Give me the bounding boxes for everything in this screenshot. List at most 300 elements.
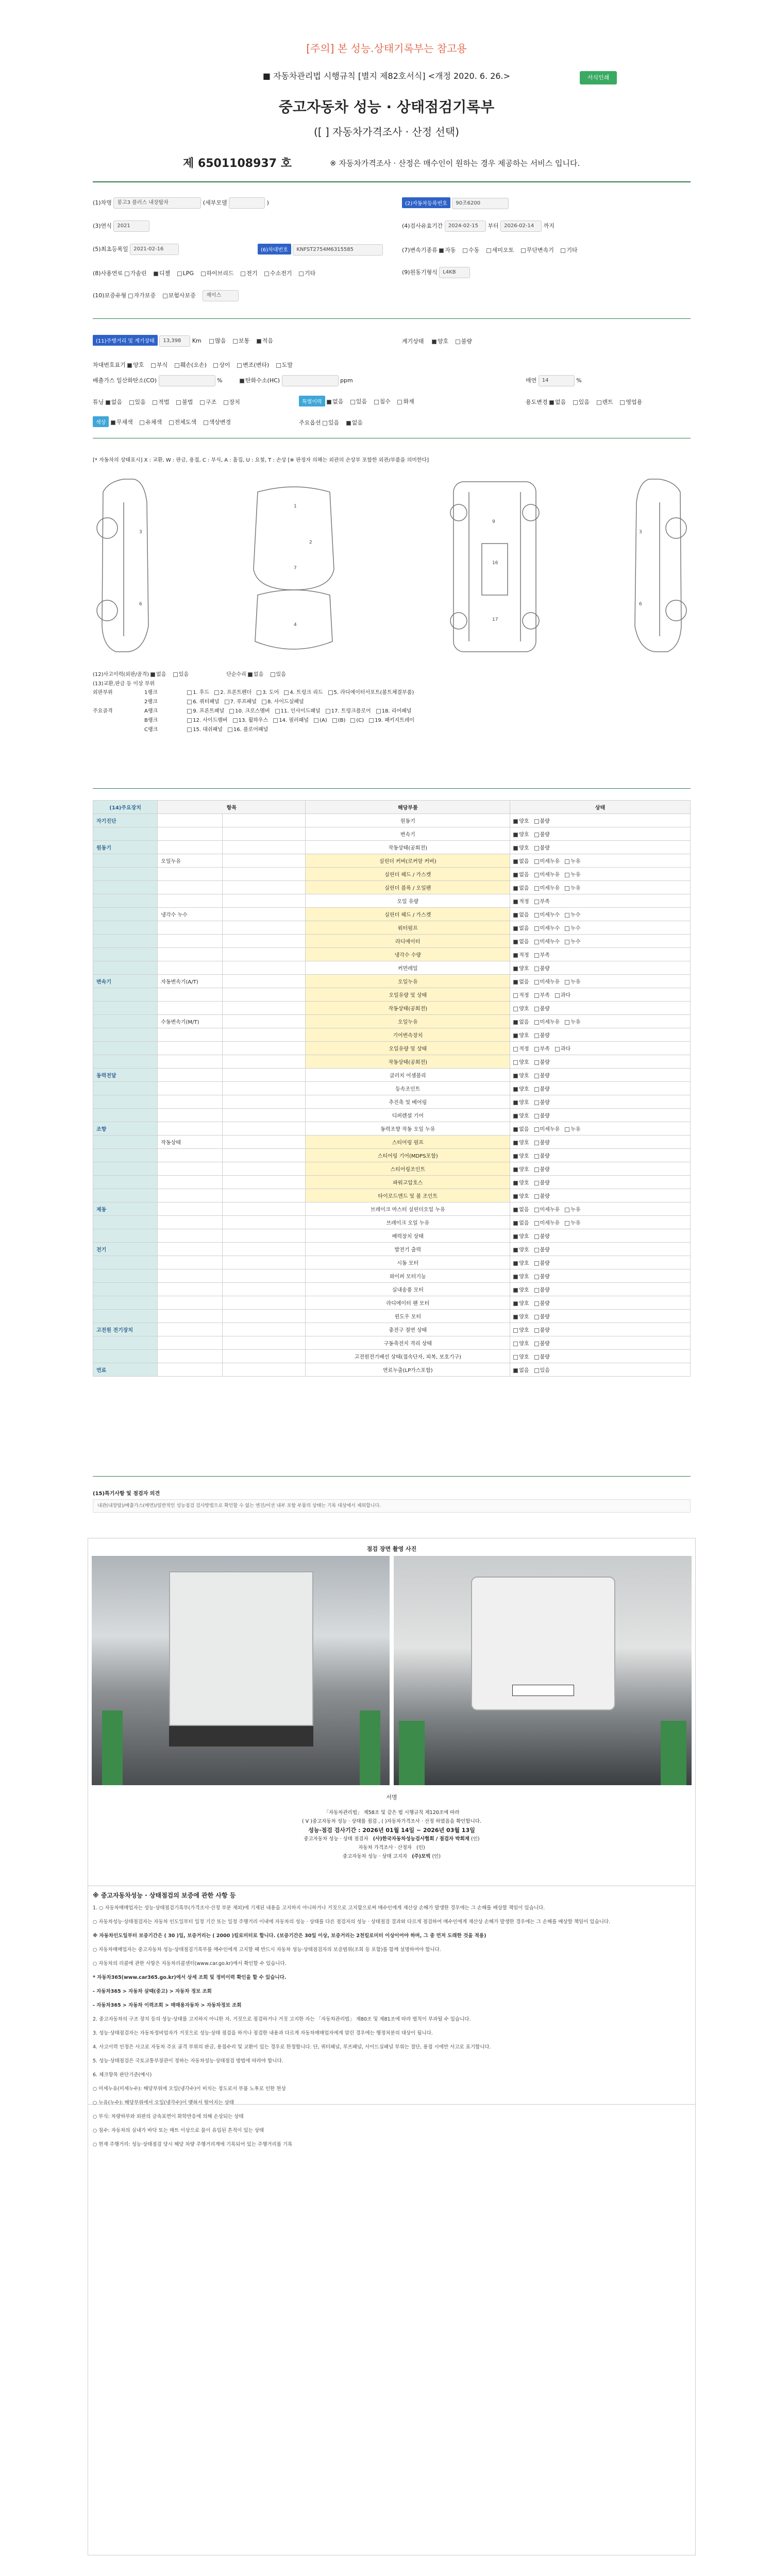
status-cell: 양호 불량 bbox=[510, 1310, 691, 1323]
status-cell: 양호 불량 bbox=[510, 1055, 691, 1069]
mileage-low-checkbox[interactable] bbox=[257, 339, 261, 344]
status-checkbox[interactable] bbox=[534, 1355, 539, 1360]
status-cell: 양호 불량 bbox=[510, 1162, 691, 1176]
item-cell: 타이로드엔드 및 볼 조인트 bbox=[306, 1189, 510, 1202]
group-cell bbox=[93, 1055, 158, 1069]
status-cell: 양호 불량 bbox=[510, 1243, 691, 1256]
status-cell: 없음 미세누수 누수 bbox=[510, 921, 691, 935]
status-checkbox[interactable] bbox=[534, 1234, 539, 1239]
status-checkbox[interactable] bbox=[565, 940, 569, 944]
status-checkbox[interactable] bbox=[513, 833, 518, 837]
subgroup-cell: 냉각수 누수 bbox=[158, 908, 222, 921]
note-line: - 자동차365 > 자동차 이력조회 > 매매용자동차 > 자동차정보 조회 bbox=[93, 2003, 242, 2008]
status-checkbox[interactable] bbox=[513, 1368, 518, 1373]
item-cell: 동력조향 작동 오일 누유 bbox=[306, 1122, 510, 1136]
use-change-yes-checkbox[interactable] bbox=[573, 400, 578, 405]
status-checkbox[interactable] bbox=[534, 1288, 539, 1293]
name-row: (1)차명 봉고3 플러스 내장탑차 (세부모델 ) bbox=[93, 197, 269, 209]
status-checkbox[interactable] bbox=[534, 1342, 539, 1346]
group-cell bbox=[93, 1350, 158, 1363]
subgroup-cell: 작동상태 bbox=[158, 1136, 222, 1149]
status-checkbox[interactable] bbox=[534, 1033, 539, 1038]
subgroup2-cell bbox=[222, 1296, 306, 1310]
subgroup-cell: 오일누유 bbox=[158, 854, 222, 868]
status-checkbox[interactable] bbox=[513, 1261, 518, 1266]
subgroup2-cell bbox=[222, 841, 306, 854]
subgroup-cell bbox=[158, 1323, 222, 1336]
group-cell bbox=[93, 881, 158, 894]
table-row bbox=[93, 814, 691, 827]
trans-other-checkbox[interactable] bbox=[561, 248, 565, 253]
color-row: 색상 무채색 유채색 전체도색 색상변경 bbox=[93, 416, 236, 427]
use-change-rent-checkbox[interactable] bbox=[597, 400, 601, 405]
status-checkbox[interactable] bbox=[565, 859, 569, 864]
status-checkbox[interactable] bbox=[534, 1114, 539, 1118]
status-cell: 적정 부족 bbox=[510, 894, 691, 908]
vin-mark-alter-checkbox[interactable] bbox=[237, 363, 242, 368]
divider bbox=[93, 1476, 691, 1477]
status-checkbox[interactable] bbox=[534, 1368, 539, 1373]
status-checkbox[interactable] bbox=[534, 1020, 539, 1025]
status-checkbox[interactable] bbox=[513, 1114, 518, 1118]
motor-field[interactable]: L4KB bbox=[439, 267, 470, 278]
table-row bbox=[93, 1109, 691, 1122]
status-checkbox[interactable] bbox=[513, 1221, 518, 1226]
status-cell: 없음 미세누유 누유 bbox=[510, 1216, 691, 1229]
subgroup2-cell bbox=[222, 1162, 306, 1176]
fuel-hydrogen-checkbox[interactable] bbox=[264, 272, 269, 276]
status-checkbox[interactable] bbox=[534, 1261, 539, 1266]
status-checkbox[interactable] bbox=[534, 1060, 539, 1065]
fuel-lpg-checkbox[interactable] bbox=[177, 272, 182, 276]
main-opt-yes-checkbox[interactable] bbox=[323, 421, 327, 426]
accident-yes-checkbox[interactable] bbox=[173, 672, 178, 677]
special-flood-checkbox[interactable] bbox=[374, 400, 379, 404]
status-checkbox[interactable] bbox=[513, 926, 518, 931]
mileage-high-checkbox[interactable] bbox=[209, 339, 214, 344]
tuning-legal-checkbox[interactable] bbox=[153, 400, 157, 405]
status-checkbox[interactable] bbox=[513, 913, 518, 918]
status-checkbox[interactable] bbox=[513, 1100, 518, 1105]
warranty-self-checkbox[interactable] bbox=[128, 294, 133, 298]
tuning-illegal-checkbox[interactable] bbox=[176, 400, 181, 405]
status-checkbox[interactable] bbox=[534, 859, 539, 864]
status-checkbox[interactable] bbox=[534, 1275, 539, 1279]
status-checkbox[interactable] bbox=[534, 833, 539, 837]
table-row bbox=[93, 1283, 691, 1296]
item-cell: 작동상태(공회전) bbox=[306, 1002, 510, 1015]
subgroup2-cell bbox=[222, 1028, 306, 1042]
subgroup-cell bbox=[158, 935, 222, 948]
subgroup-cell bbox=[158, 1069, 222, 1082]
group-cell bbox=[93, 1283, 158, 1296]
group-cell: 변속기 bbox=[93, 975, 158, 988]
status-checkbox[interactable] bbox=[565, 1221, 569, 1226]
subgroup-cell bbox=[158, 1109, 222, 1122]
status-checkbox[interactable] bbox=[513, 819, 518, 824]
fuel-other-checkbox[interactable] bbox=[299, 272, 304, 276]
subgroup2-cell bbox=[222, 881, 306, 894]
vin-mark-diff-checkbox[interactable] bbox=[213, 363, 218, 368]
subgroup2-cell bbox=[222, 961, 306, 975]
vin-row: (6)차대번호 KNFST2754M6315585 bbox=[258, 244, 383, 256]
warranty-field[interactable]: 제이스 bbox=[203, 290, 239, 301]
use-change-none-checkbox[interactable] bbox=[549, 400, 554, 405]
table-row bbox=[93, 1310, 691, 1323]
svg-text:3: 3 bbox=[639, 530, 642, 535]
note-line: ○ 침수: 자동차의 실내가 바닥 또는 매트 이상으로 물이 유입된 흔적이 있는 상태 bbox=[93, 2128, 264, 2133]
group-cell bbox=[93, 908, 158, 921]
status-checkbox[interactable] bbox=[513, 1007, 518, 1011]
status-checkbox[interactable] bbox=[534, 1074, 539, 1078]
status-checkbox[interactable] bbox=[513, 1301, 518, 1306]
group-cell bbox=[93, 935, 158, 948]
tuning-none-checkbox[interactable] bbox=[106, 400, 110, 405]
status-checkbox[interactable] bbox=[555, 1047, 560, 1052]
smoke-field[interactable]: 14 bbox=[539, 375, 575, 386]
subgroup2-cell bbox=[222, 894, 306, 908]
item-cell: 파워고압호스 bbox=[306, 1176, 510, 1189]
status-checkbox[interactable] bbox=[513, 1060, 518, 1065]
status-checkbox[interactable] bbox=[565, 926, 569, 931]
tuning-device-checkbox[interactable] bbox=[224, 400, 228, 405]
subgroup-cell bbox=[158, 1055, 222, 1069]
status-checkbox[interactable] bbox=[534, 1221, 539, 1226]
vin-mark-damage-checkbox[interactable] bbox=[175, 363, 179, 368]
group-cell: 원동기 bbox=[93, 841, 158, 854]
table-row bbox=[93, 975, 691, 988]
detail-field[interactable] bbox=[229, 197, 265, 209]
subgroup2-cell bbox=[222, 1269, 306, 1283]
status-cell: 양호 불량 bbox=[510, 1269, 691, 1283]
status-checkbox[interactable] bbox=[565, 1208, 569, 1212]
right-front-wheel bbox=[666, 518, 686, 538]
table-row bbox=[93, 868, 691, 881]
status-checkbox[interactable] bbox=[513, 980, 518, 985]
signature-block: 「자동차관리법」 제58조 및 같은 법 시행규칙 제120조에 따라 ( V )중고자동차 성능 · 상태를 점검 , ( )자동차가격조사 · 산정 하였음을 확인합니다. 성능·점검 검사기간 : 2026년 01월 14일 ~ 2026년 03월 13일 중고자동차 성능 · 상태 점검자 (사)한국자동차성능검사협회 / 점검자 박희재 (인) 자동차 가격조사 · 산정자 (인) 중고자동차 성능 · 상태 고지자 (주)모빅 (인) bbox=[302, 1810, 481, 1859]
fuel-gasoline-checkbox[interactable] bbox=[125, 272, 129, 276]
item-cell: 커먼레일 bbox=[306, 961, 510, 975]
co-field[interactable] bbox=[159, 375, 215, 386]
fuel-electric-checkbox[interactable] bbox=[241, 272, 245, 276]
special-none-checkbox[interactable] bbox=[327, 400, 331, 404]
status-checkbox[interactable] bbox=[534, 873, 539, 877]
status-checkbox[interactable] bbox=[534, 1194, 539, 1199]
status-checkbox[interactable] bbox=[555, 993, 560, 998]
subgroup-cell bbox=[158, 1176, 222, 1189]
status-checkbox[interactable] bbox=[513, 1288, 518, 1293]
status-checkbox[interactable] bbox=[513, 873, 518, 877]
group-cell: 제동 bbox=[93, 1202, 158, 1216]
status-checkbox[interactable] bbox=[513, 1342, 518, 1346]
status-checkbox[interactable] bbox=[513, 1181, 518, 1185]
subgroup-cell bbox=[158, 1243, 222, 1256]
subgroup2-cell bbox=[222, 1336, 306, 1350]
use-change-row: 용도변경 없음 있음 렌트 영업용 bbox=[526, 399, 643, 405]
trans-manual-checkbox[interactable] bbox=[463, 248, 467, 253]
subgroup2-cell bbox=[222, 854, 306, 868]
status-checkbox[interactable] bbox=[534, 1127, 539, 1132]
status-checkbox[interactable] bbox=[565, 913, 569, 918]
item-cell: 오일유량 및 상태 bbox=[306, 1042, 510, 1055]
status-checkbox[interactable] bbox=[565, 886, 569, 891]
subgroup2-cell bbox=[222, 868, 306, 881]
subgroup-cell bbox=[158, 961, 222, 975]
status-checkbox[interactable] bbox=[534, 1007, 539, 1011]
item-cell: 구동축전지 격리 상태 bbox=[306, 1336, 510, 1350]
print-form-button[interactable]: 서식인쇄 bbox=[580, 71, 617, 84]
simple-none-checkbox[interactable] bbox=[248, 672, 253, 677]
table-row bbox=[93, 1323, 691, 1336]
vin-mark-paint-checkbox[interactable] bbox=[276, 363, 281, 368]
first-reg-row: (5)최초등록일 2021-02-16 bbox=[93, 244, 179, 255]
status-checkbox[interactable] bbox=[534, 913, 539, 918]
status-checkbox[interactable] bbox=[513, 1194, 518, 1199]
status-checkbox[interactable] bbox=[565, 1127, 569, 1132]
status-checkbox[interactable] bbox=[565, 1020, 569, 1025]
status-checkbox[interactable] bbox=[513, 1355, 518, 1360]
notes-list bbox=[93, 1904, 691, 2154]
status-checkbox[interactable] bbox=[513, 859, 518, 864]
status-checkbox[interactable] bbox=[513, 1127, 518, 1132]
vin-mark-good-checkbox[interactable] bbox=[127, 363, 132, 368]
status-checkbox[interactable] bbox=[513, 1074, 518, 1078]
vin-mark-corrosion-checkbox[interactable] bbox=[151, 363, 156, 368]
first-reg-field[interactable]: 2021-02-16 bbox=[130, 244, 179, 255]
item-cell: 브레이크 마스터 실린더오일 누유 bbox=[306, 1202, 510, 1216]
status-checkbox[interactable] bbox=[534, 900, 539, 904]
status-cell: 없음 미세누유 누유 bbox=[510, 1202, 691, 1216]
right-side-outline bbox=[635, 479, 681, 652]
status-checkbox[interactable] bbox=[534, 980, 539, 985]
subgroup-cell bbox=[158, 1028, 222, 1042]
vin-field[interactable]: KNFST2754M6315585 bbox=[293, 244, 383, 256]
subgroup2-cell bbox=[222, 921, 306, 935]
subgroup-cell bbox=[158, 1350, 222, 1363]
period-from-field[interactable]: 2024-02-15 bbox=[445, 221, 486, 232]
inspection-photo-front bbox=[394, 1556, 692, 1785]
special-yes-checkbox[interactable] bbox=[350, 400, 355, 404]
status-checkbox[interactable] bbox=[513, 1275, 518, 1279]
status-checkbox[interactable] bbox=[513, 1234, 518, 1239]
group-cell bbox=[93, 1002, 158, 1015]
subgroup2-cell bbox=[222, 1189, 306, 1202]
name-field[interactable]: 봉고3 플러스 내장탑차 bbox=[113, 197, 201, 209]
main-opt-no-checkbox[interactable] bbox=[346, 421, 351, 426]
status-cell: 적정 부족 과다 bbox=[510, 988, 691, 1002]
status-checkbox[interactable] bbox=[534, 953, 539, 958]
trans-auto-checkbox[interactable] bbox=[439, 248, 444, 253]
special-fire-checkbox[interactable] bbox=[397, 400, 402, 404]
gauge-good-checkbox[interactable] bbox=[432, 340, 436, 344]
color-change-checkbox[interactable] bbox=[204, 420, 208, 425]
status-checkbox[interactable] bbox=[513, 1047, 518, 1052]
subgroup-cell bbox=[158, 841, 222, 854]
status-cell: 양호 불량 bbox=[510, 1296, 691, 1310]
table-row bbox=[93, 1162, 691, 1176]
group-cell bbox=[93, 894, 158, 908]
status-checkbox[interactable] bbox=[534, 1141, 539, 1145]
status-checkbox[interactable] bbox=[513, 1315, 518, 1319]
status-checkbox[interactable] bbox=[534, 1208, 539, 1212]
status-cell: 양호 불량 bbox=[510, 1109, 691, 1122]
status-checkbox[interactable] bbox=[534, 993, 539, 998]
front-bottom-outline bbox=[255, 590, 332, 649]
subgroup2-cell bbox=[222, 814, 306, 827]
mileage-field[interactable]: 13,398 bbox=[159, 335, 190, 347]
status-checkbox[interactable] bbox=[534, 967, 539, 971]
left-side-outline bbox=[102, 479, 148, 652]
subgroup-cell: 자동변속기(A/T) bbox=[158, 975, 222, 988]
group-cell: 동력전달 bbox=[93, 1069, 158, 1082]
status-checkbox[interactable] bbox=[513, 1154, 518, 1159]
subgroup2-cell bbox=[222, 1229, 306, 1243]
status-checkbox[interactable] bbox=[534, 1328, 539, 1333]
item-cell: 변속기 bbox=[306, 827, 510, 841]
table-row bbox=[93, 1176, 691, 1189]
status-checkbox[interactable] bbox=[534, 819, 539, 824]
subgroup-cell bbox=[158, 1042, 222, 1055]
status-checkbox[interactable] bbox=[534, 1181, 539, 1185]
status-checkbox[interactable] bbox=[565, 873, 569, 877]
status-checkbox[interactable] bbox=[534, 846, 539, 851]
period-to-field[interactable]: 2026-02-14 bbox=[500, 221, 542, 232]
subgroup2-cell bbox=[222, 1082, 306, 1095]
table-row bbox=[93, 1216, 691, 1229]
status-checkbox[interactable] bbox=[513, 1087, 518, 1092]
subgroup-cell bbox=[158, 881, 222, 894]
item-cell: 등속조인트 bbox=[306, 1082, 510, 1095]
svg-text:17: 17 bbox=[492, 617, 498, 622]
group-cell bbox=[93, 1176, 158, 1189]
status-checkbox[interactable] bbox=[534, 1100, 539, 1105]
warranty-insurance-checkbox[interactable] bbox=[163, 294, 167, 298]
svg-text:6: 6 bbox=[639, 602, 642, 607]
table-row bbox=[93, 1095, 691, 1109]
status-cell: 양호 불량 bbox=[510, 1136, 691, 1149]
item-cell: 오일누유 bbox=[306, 1015, 510, 1028]
status-checkbox[interactable] bbox=[565, 980, 569, 985]
status-checkbox[interactable] bbox=[534, 940, 539, 944]
status-checkbox[interactable] bbox=[513, 1328, 518, 1333]
status-checkbox[interactable] bbox=[513, 940, 518, 944]
tuning-yes-checkbox[interactable] bbox=[129, 400, 134, 405]
subgroup-cell bbox=[158, 1189, 222, 1202]
status-checkbox[interactable] bbox=[534, 1167, 539, 1172]
item-cell: 추진축 및 베어링 bbox=[306, 1095, 510, 1109]
status-checkbox[interactable] bbox=[513, 1020, 518, 1025]
mileage-mid-checkbox[interactable] bbox=[233, 339, 238, 344]
fuel-row: (8)사용연료 가솔린 디젤 LPG 하이브리드 전기 수소전기 기타 bbox=[93, 270, 316, 277]
subgroup-cell: 수동변속기(M/T) bbox=[158, 1015, 222, 1028]
subgroup2-cell bbox=[222, 908, 306, 921]
status-checkbox[interactable] bbox=[534, 926, 539, 931]
status-checkbox[interactable] bbox=[513, 1248, 518, 1252]
table-row bbox=[93, 841, 691, 854]
simple-yes-checkbox[interactable] bbox=[271, 672, 275, 677]
status-checkbox[interactable] bbox=[534, 1248, 539, 1252]
subgroup2-cell bbox=[222, 1363, 306, 1377]
status-cell: 양호 불량 bbox=[510, 814, 691, 827]
group-cell bbox=[93, 1042, 158, 1055]
subgroup2-cell bbox=[222, 1350, 306, 1363]
status-checkbox[interactable] bbox=[513, 993, 518, 998]
item-cell: 실린더 헤드 / 가스켓 bbox=[306, 908, 510, 921]
group-cell: 연료 bbox=[93, 1363, 158, 1377]
status-checkbox[interactable] bbox=[513, 886, 518, 891]
trans-semi-checkbox[interactable] bbox=[486, 248, 491, 253]
item-cell: 와이퍼 모터기능 bbox=[306, 1269, 510, 1283]
group-cell bbox=[93, 988, 158, 1002]
svg-text:3: 3 bbox=[139, 530, 142, 535]
svg-text:9: 9 bbox=[492, 519, 495, 524]
status-checkbox[interactable] bbox=[534, 1047, 539, 1052]
table-row bbox=[93, 1002, 691, 1015]
table-header-part: 해당부품 bbox=[306, 801, 510, 814]
status-checkbox[interactable] bbox=[513, 1033, 518, 1038]
status-checkbox[interactable] bbox=[534, 1315, 539, 1319]
group-cell bbox=[93, 1216, 158, 1229]
color-achromatic-checkbox[interactable] bbox=[111, 420, 115, 425]
status-checkbox[interactable] bbox=[534, 1087, 539, 1092]
status-cell: 양호 불량 bbox=[510, 1028, 691, 1042]
table-row bbox=[93, 1363, 691, 1377]
status-checkbox[interactable] bbox=[513, 900, 518, 904]
gauge-bad-checkbox[interactable] bbox=[456, 340, 460, 344]
year-field[interactable]: 2021 bbox=[113, 221, 149, 232]
subgroup2-cell bbox=[222, 1136, 306, 1149]
table-row bbox=[93, 1336, 691, 1350]
status-checkbox[interactable] bbox=[513, 967, 518, 971]
status-cell: 없음 미세누유 누유 bbox=[510, 1015, 691, 1028]
hc-field[interactable] bbox=[282, 375, 339, 386]
gauge-row: 계기상태 양호 불량 bbox=[402, 338, 473, 345]
status-cell: 없음 미세누유 누유 bbox=[510, 881, 691, 894]
status-checkbox[interactable] bbox=[513, 1208, 518, 1212]
table-row bbox=[93, 1015, 691, 1028]
reg-field[interactable]: 90조6200 bbox=[452, 198, 509, 209]
subgroup-cell bbox=[158, 1283, 222, 1296]
status-checkbox[interactable] bbox=[513, 953, 518, 958]
trans-row: (7)변속기종류 자동 수동 세미오토 무단변속기 기타 bbox=[402, 247, 578, 253]
main-option-row: 주요옵션 있음 없음 bbox=[299, 419, 363, 426]
tuning-struct-checkbox[interactable] bbox=[200, 400, 205, 405]
status-checkbox[interactable] bbox=[534, 886, 539, 891]
table-row bbox=[93, 1256, 691, 1269]
note-line: ○ 현재 주행거리: 성능·상태점검 당시 해당 차량 주행거리계에 기록되어 있는 주행거리를 기록 bbox=[93, 2142, 293, 2147]
status-checkbox[interactable] bbox=[513, 846, 518, 851]
use-change-biz-checkbox[interactable] bbox=[620, 400, 625, 405]
table-row bbox=[93, 1269, 691, 1283]
record-number: 제 6501108937 호 bbox=[183, 157, 292, 170]
item-cell: 작동상태(공회전) bbox=[306, 841, 510, 854]
accident-none-checkbox[interactable] bbox=[150, 672, 155, 677]
status-checkbox[interactable] bbox=[513, 1167, 518, 1172]
fuel-diesel-checkbox[interactable] bbox=[154, 272, 158, 276]
color-chromatic-checkbox[interactable] bbox=[140, 420, 144, 425]
trans-cvt-checkbox[interactable] bbox=[521, 248, 526, 253]
subgroup-cell bbox=[158, 1229, 222, 1243]
color-fullpaint-checkbox[interactable] bbox=[169, 420, 174, 425]
status-checkbox[interactable] bbox=[534, 1301, 539, 1306]
subgroup2-cell bbox=[222, 975, 306, 988]
table-row bbox=[93, 1149, 691, 1162]
status-checkbox[interactable] bbox=[513, 1141, 518, 1145]
subgroup2-cell bbox=[222, 988, 306, 1002]
item-cell: 스티어링조인트 bbox=[306, 1162, 510, 1176]
fuel-hybrid-checkbox[interactable] bbox=[201, 272, 206, 276]
status-checkbox[interactable] bbox=[534, 1154, 539, 1159]
